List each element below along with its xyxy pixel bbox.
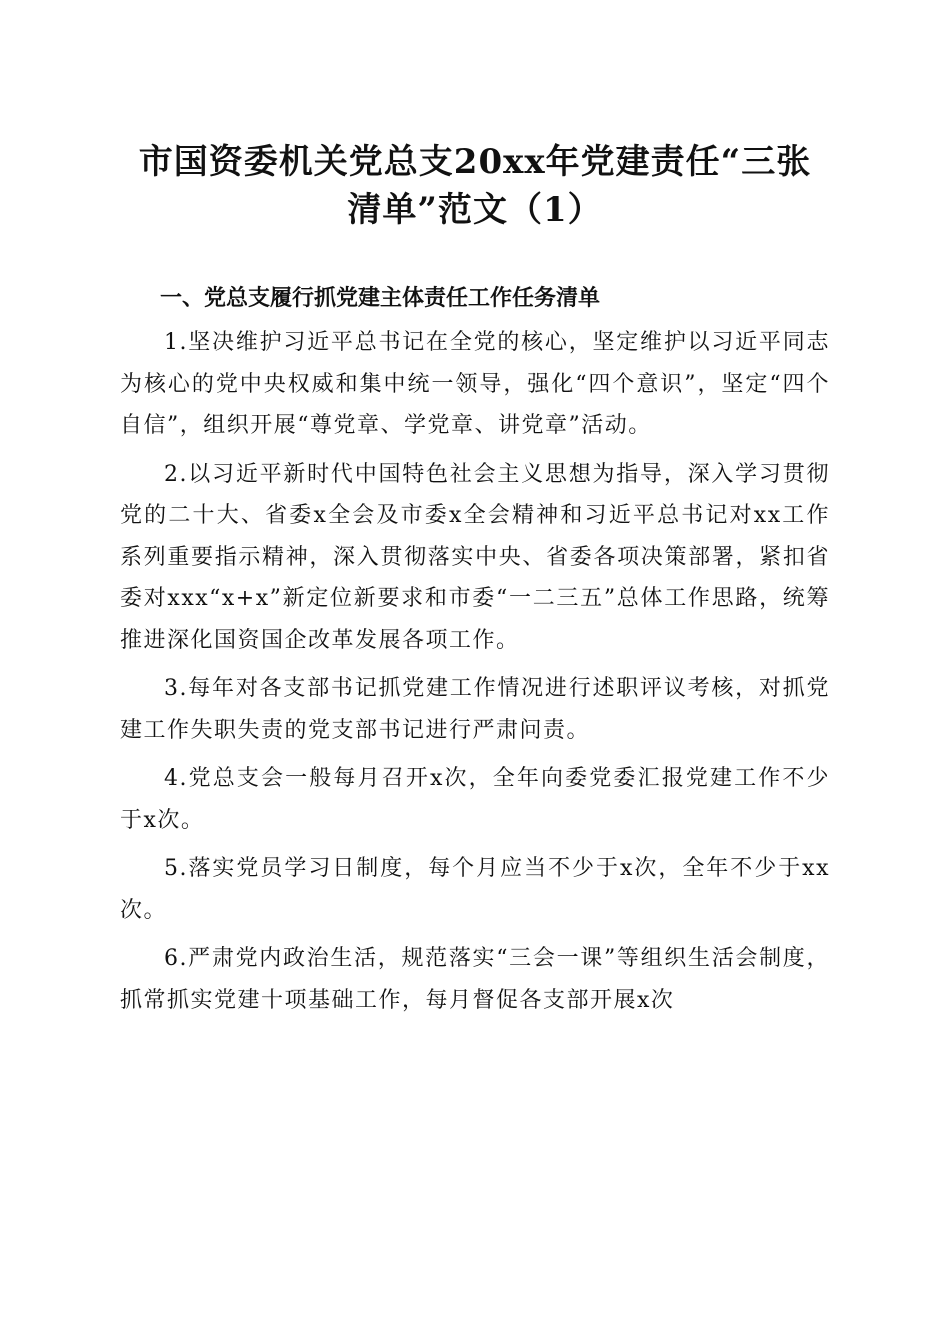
list-item: 5.落实党员学习日制度，每个月应当不少于x次，全年不少于xx次。 — [120, 856, 830, 923]
list-item: 3.每年对各支部书记抓党建工作情况进行述职评议考核，对抓党建工作失职失责的党支部书记进行严肃问责。 — [120, 676, 830, 743]
title-line-1: 市国资委机关党总支20xx年党建责任“三张 — [138, 142, 812, 182]
document-title — [110, 138, 840, 234]
list-item: 2.以习近平新时代中国特色社会主义思想为指导，深入学习贯彻党的二十大、省委x全会及市委x全会精神和习近平总书记对xx工作系列重要指示精神，深入贯彻落实中央、省委各项决策部署，紧扣省委对xxx“x+x”新定位新要求和市委“一二三五”总体工作思路，统筹推进深化国资国企改革发展各项工作。 — [120, 461, 830, 653]
section-heading: 一、党总支履行抓党建主体责任工作任务清单 — [160, 286, 601, 311]
list-item: 6.严肃党内政治生活，规范落实“三会一课”等组织生活会制度，抓常抓实党建十项基础工作，每月督促各支部开展x次 — [120, 946, 830, 1013]
title-line-2: 清单”范文（1） — [347, 190, 603, 230]
task-list — [120, 322, 830, 1028]
list-item: 1.坚决维护习近平总书记在全党的核心，坚定维护以习近平同志为核心的党中央权威和集中统一领导，强化“四个意识”，坚定“四个自信”，组织开展“尊党章、学党章、讲党章”活动。 — [120, 330, 830, 438]
list-item: 4.党总支会一般每月召开x次，全年向委党委汇报党建工作不少于x次。 — [120, 766, 830, 833]
